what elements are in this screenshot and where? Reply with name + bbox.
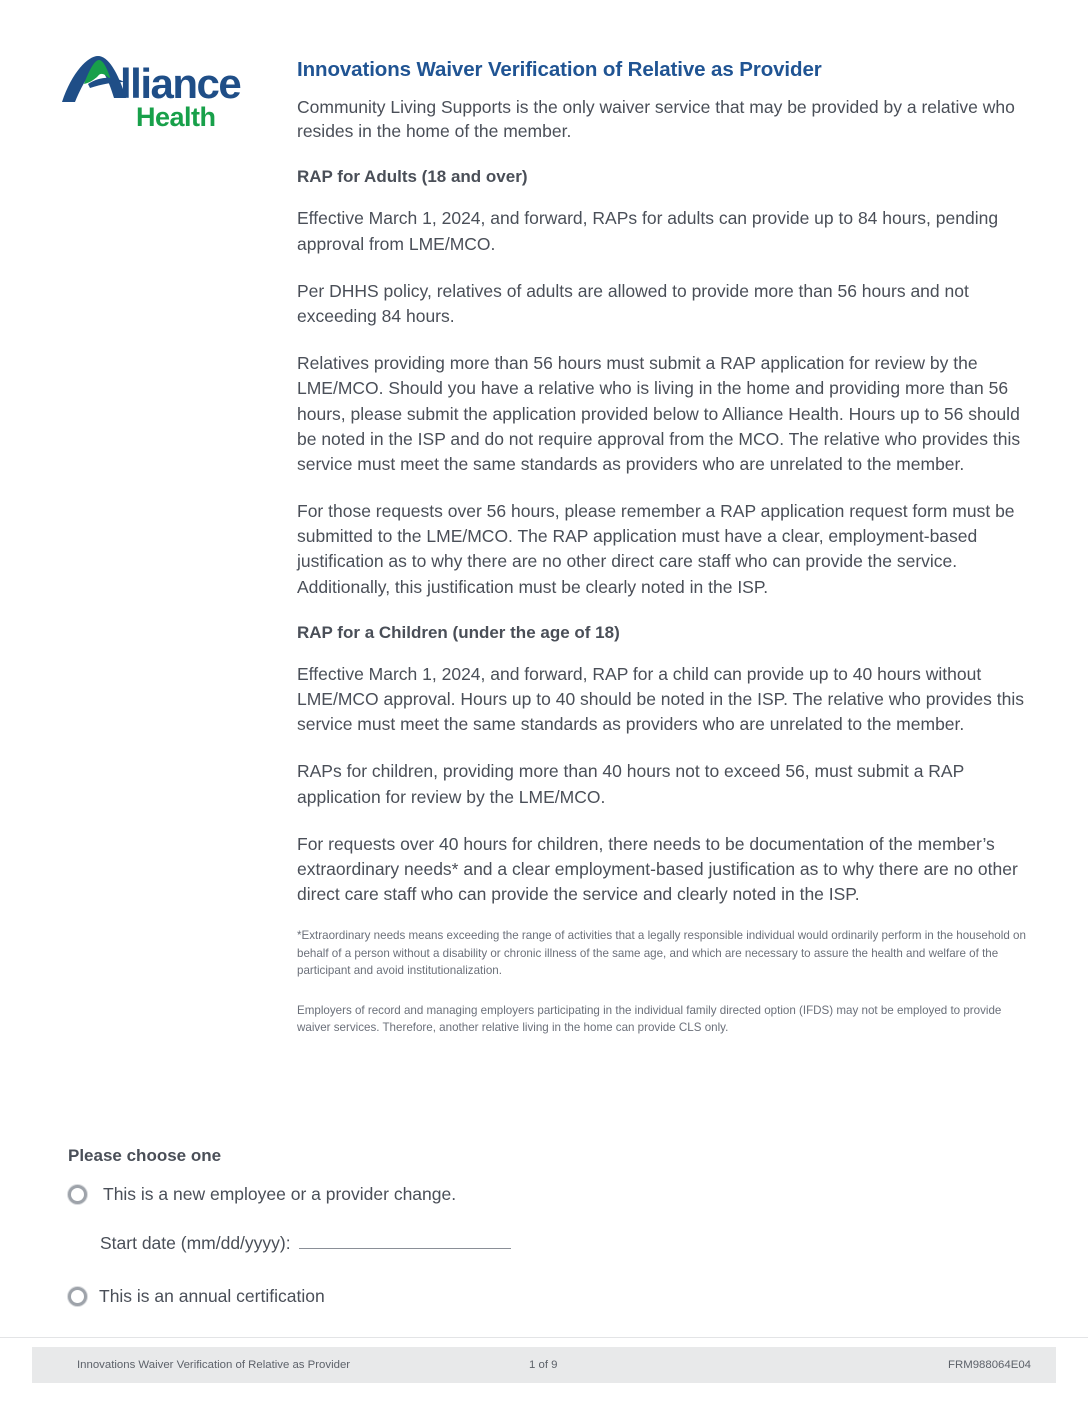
radio-row-new-employee[interactable] <box>68 1184 1028 1205</box>
adults-paragraph-3: Relatives providing more than 56 hours must submit a RAP application for review by the LME/MCO. Should you have a relative who is living in the home and providing more than 56 hours, please submit the application provided below to Alliance Health. Hours up to 56 should be noted in the ISP and do not require approval from the MCO. The relative who provides this service must meet the same standards as providers who are unrelated to the member. <box>297 353 1021 474</box>
radio-row-annual-certification[interactable] <box>68 1286 1028 1307</box>
choose-one-label: Please choose one <box>68 1146 222 1165</box>
document-body <box>297 58 1027 1046</box>
adults-paragraph-2: Per DHHS policy, relatives of adults are allowed to provide more than 56 hours and not exceeding 84 hours. <box>297 280 969 326</box>
footer-document-name: Innovations Waiver Verification of Relative as Provider <box>77 1359 351 1371</box>
footer-divider <box>0 1337 1088 1338</box>
start-date-label: Start date (mm/dd/yyyy): <box>100 1233 291 1253</box>
children-paragraph-2: RAPs for children, providing more than 40 hours not to exceed 56, must submit a RAP application for review by the LME/MCO. <box>297 761 964 807</box>
section-heading-adults: RAP for Adults (18 and over) <box>297 167 528 187</box>
radio-annual-certification-label: This is an annual certification <box>99 1286 325 1306</box>
children-paragraph-3: For requests over 40 hours for children, there needs to be documentation of the member’s extraordinary needs* and a clear employment-based justification as to why there are no other direct care staff who can provide the service and clearly noted in the ISP. <box>297 833 1018 905</box>
alliance-health-logo <box>58 46 248 132</box>
footer-form-code: FRM988064E04 <box>948 1359 1031 1371</box>
logo-wordmark-primary: lliance <box>120 60 241 107</box>
choice-form-section <box>68 1146 1028 1335</box>
start-date-input[interactable] <box>299 1235 511 1249</box>
adults-paragraph-4: For those requests over 56 hours, please remember a RAP application request form must be submitted to the LME/MCO. The RAP application must have a clear, employment-based justification as to why there are no other direct care staff who can provide the service. Additionally, this justification must be clearly noted in the ISP. <box>297 501 1015 597</box>
radio-new-employee-label: This is a new employee or a provider change. <box>103 1184 457 1204</box>
children-paragraph-1: Effective March 1, 2024, and forward, RAP for a child can provide up to 40 hours without LME/MCO approval. Hours up to 40 should be noted in the ISP. The relative who provides this service must meet the same standards as providers who are unrelated to the member. <box>297 663 1024 735</box>
footnote-extraordinary-needs: *Extraordinary needs means exceeding the range of activities that a legally responsible individual would ordinarily perform in the household on behalf of a person without a disability or chronic illness of the same age, and which are necessary to assure the health and welfare of the participant and avoid institutionalization. <box>297 929 1026 978</box>
section-heading-children: RAP for a Children (under the age of 18) <box>297 622 620 642</box>
radio-annual-certification-icon[interactable] <box>68 1287 87 1306</box>
footnote-employers-of-record: Employers of record and managing employers participating in the individual family directed option (IFDS) may not be employed to provide waiver services. Therefore, another relative living in the home can provide CLS only. <box>297 1003 1002 1034</box>
footer-page-number: 1 of 9 <box>529 1359 558 1371</box>
adults-paragraph-1: Effective March 1, 2024, and forward, RAPs for adults can provide up to 84 hours, pending approval from LME/MCO. <box>297 208 999 254</box>
page-footer <box>32 1347 1056 1383</box>
start-date-row <box>100 1233 1028 1254</box>
logo-svg <box>58 46 248 132</box>
radio-new-employee-icon[interactable] <box>68 1185 87 1204</box>
logo-wordmark-secondary: Health <box>136 102 216 132</box>
page-title: Innovations Waiver Verification of Relative as Provider <box>297 58 822 81</box>
lead-paragraph: Community Living Supports is the only waiver service that may be provided by a relative who resides in the home of the member. <box>297 96 1015 142</box>
